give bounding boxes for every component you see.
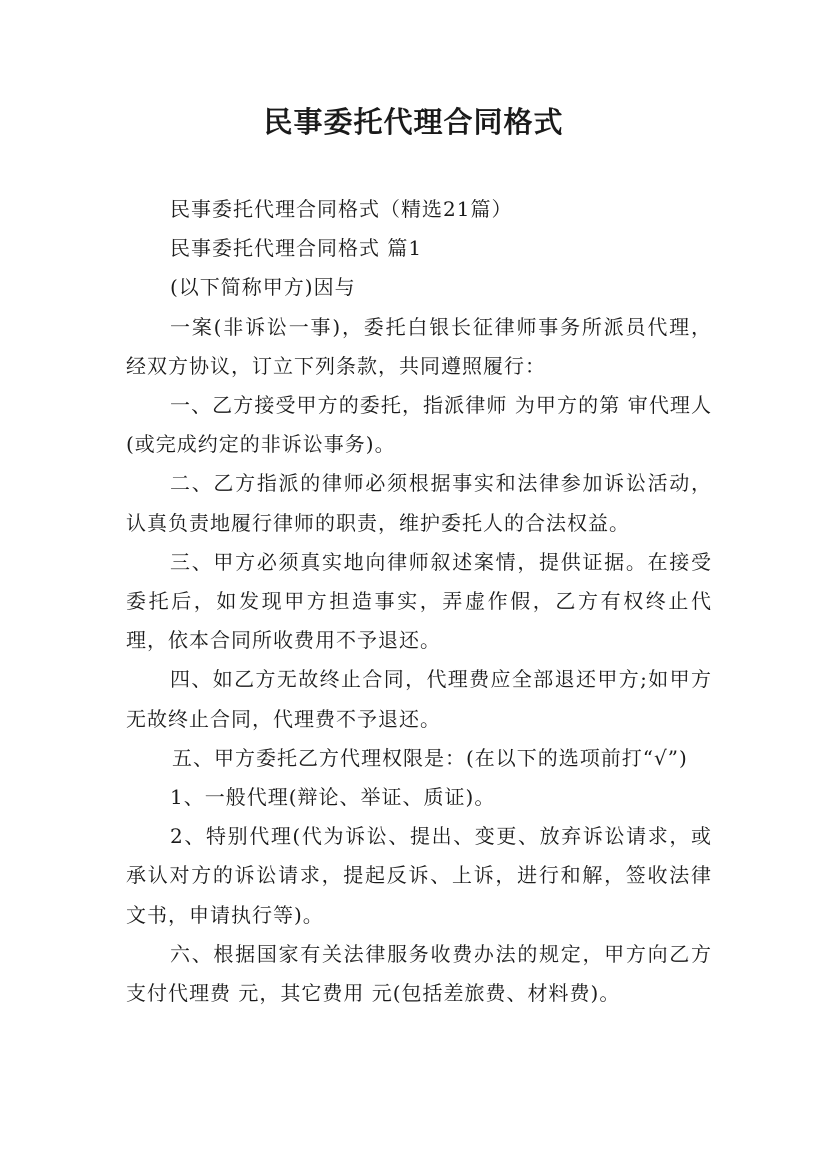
- paragraph-party: (以下简称甲方)因与: [170, 275, 356, 300]
- paragraph-clause-3: 三、甲方必须真实地向律师叙述案情，提供证据。在接受委托后，如发现甲方担造事实，弄虚作假，乙方有权终止代理，依本合同所收费用不予退还。: [126, 549, 712, 653]
- paragraph-intro: 民事委托代理合同格式（精选21篇）: [170, 197, 513, 221]
- document-title: 民事委托代理合同格式: [263, 105, 564, 139]
- paragraph-clause-2: 二、乙方指派的律师必须根据事实和法律参加诉讼活动，认真负责地履行律师的职责，维护委托人的合法权益。: [126, 471, 712, 535]
- paragraph-option-2: 2、特别代理(代为诉讼、提出、变更、放弃诉讼请求，或承认对方的诉讼请求，提起反诉、上诉，进行和解，签收法律文书，申请执行等)。: [126, 824, 712, 927]
- document-body: [126, 190, 712, 1013]
- paragraph-option-1: 1、一般代理(辩论、举证、质证)。: [170, 785, 496, 810]
- paragraph-clause-5: 五、甲方委托乙方代理权限是：(在以下的选项前打“√”): [172, 745, 688, 770]
- paragraph-section-heading: 民事委托代理合同格式 篇1: [170, 236, 423, 261]
- paragraph-case: 一案(非诉讼一事)，委托白银长征律师事务所派员代理，经双方协议，订立下列条款，共同遵照履行：: [126, 314, 712, 378]
- paragraph-clause-4: 四、如乙方无故终止合同，代理费应全部退还甲方;如甲方无故终止合同，代理费不予退还。: [126, 667, 712, 731]
- paragraph-clause-1: 一、乙方接受甲方的委托，指派律师 为甲方的第 审代理人(或完成约定的非诉讼事务)。: [126, 393, 712, 457]
- paragraph-clause-6: 六、根据国家有关法律服务收费办法的规定，甲方向乙方支付代理费 元，其它费用 元(包括差旅费、材料费)。: [126, 941, 712, 1006]
